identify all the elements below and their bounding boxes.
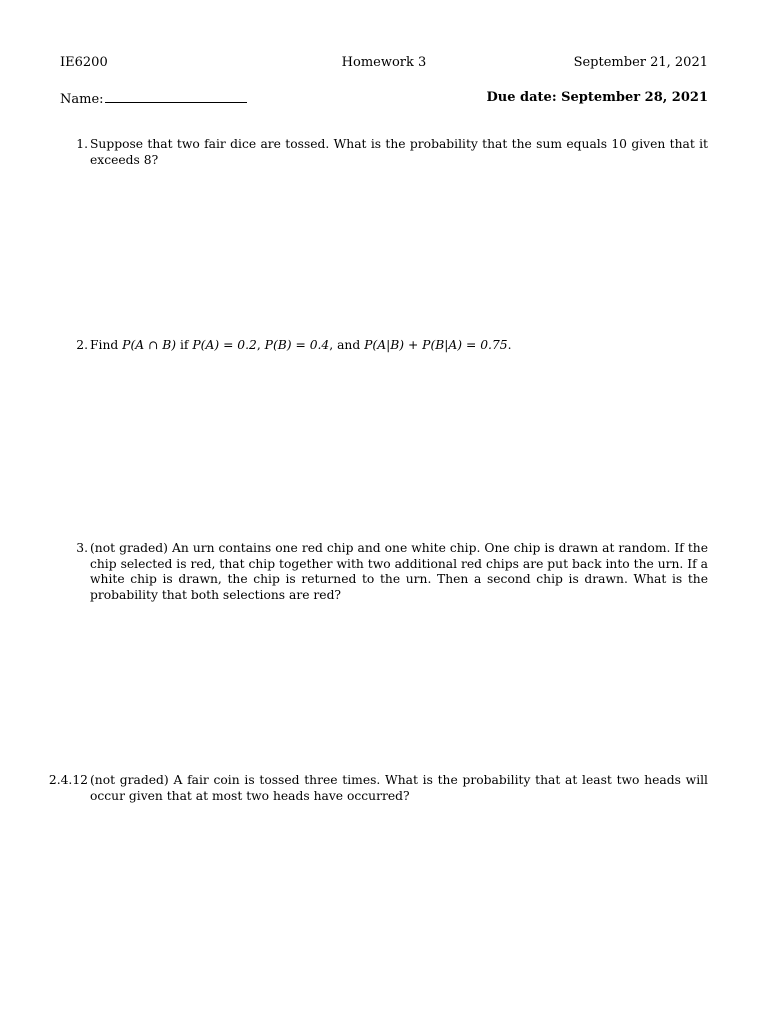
problem-number: 3. <box>76 541 88 555</box>
math-expression: P(A) = 0.2 <box>192 338 257 352</box>
name-label: Name: <box>60 92 104 107</box>
due-date: Due date: September 28, 2021 <box>486 90 708 105</box>
problem-number: 2.4.12 <box>48 773 88 787</box>
text-segment: if <box>176 338 193 352</box>
problem-text: (not graded) An urn contains one red chip and one white chip. One chip is drawn at random. If the chip selected is red, that chip together with two additional red chips are put back into the urn. If a white chip is drawn, the chip is returned to the urn. Then a second chip is drawn. What is the probability that both selections are red? <box>90 541 708 602</box>
math-expression: P(B) = 0.4 <box>264 338 330 352</box>
problem-number: 2. <box>76 338 88 352</box>
issue-date: September 21, 2021 <box>573 55 708 70</box>
math-expression: P(A ∩ B) <box>122 338 177 352</box>
problem-text: (not graded) A fair coin is tossed three times. What is the probability that at least two heads will occur given that at most two heads have occurred? <box>90 773 708 803</box>
problem-text <box>90 338 708 354</box>
name-blank-line <box>105 90 247 103</box>
text-segment: , and <box>329 338 365 352</box>
document-title: Homework 3 <box>341 55 427 70</box>
name-field <box>60 90 247 108</box>
course-code: IE6200 <box>60 55 108 70</box>
math-expression: P(A|B) + P(B|A) = 0.75 <box>364 338 508 352</box>
text-segment: , <box>256 338 265 352</box>
problem-number: 1. <box>76 137 88 151</box>
text-segment: . <box>507 338 512 352</box>
problem-text: Suppose that two fair dice are tossed. What is the probability that the sum equals 10 given that it exceeds 8? <box>90 137 708 167</box>
text-segment: Find <box>90 338 123 352</box>
